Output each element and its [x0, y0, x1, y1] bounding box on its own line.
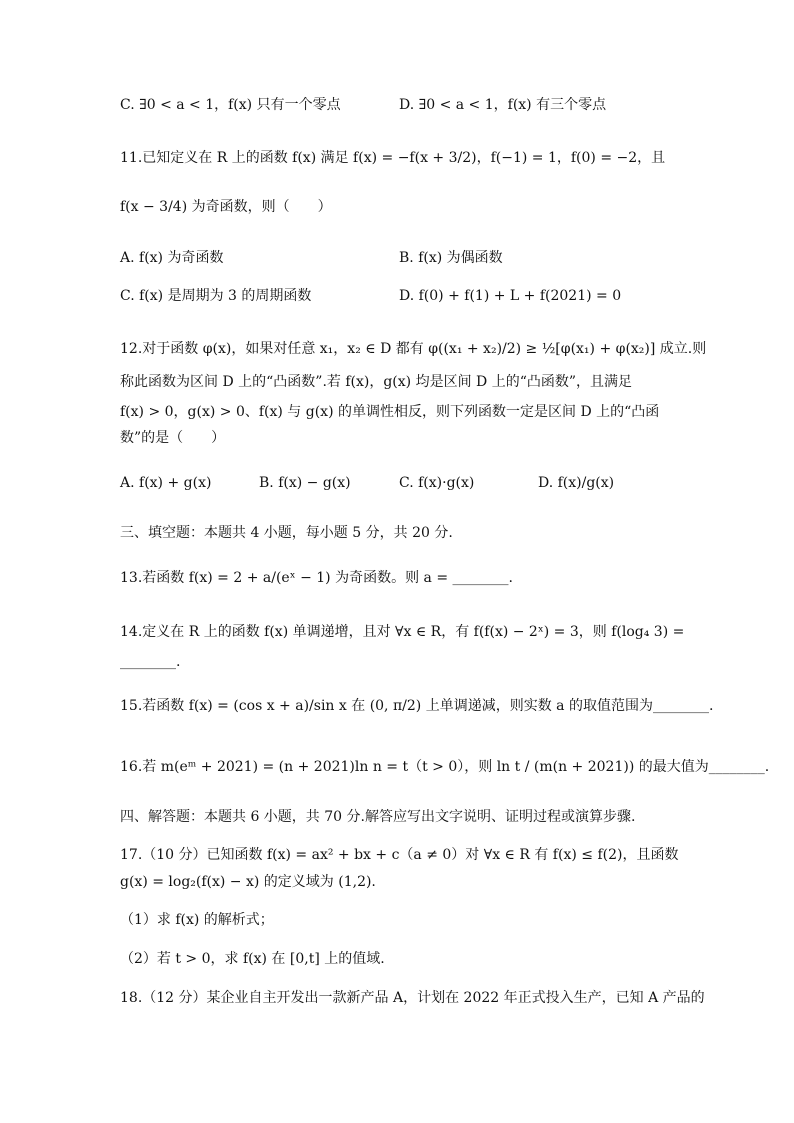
q18-stem: 18.（12 分）某企业自主开发出一款新产品 A，计划在 2022 年正式投入生产，已知 A 产品的: [120, 990, 705, 1006]
q12-stem-line-4: 数”的是（ ）: [120, 430, 226, 446]
q12-stem-line-3: f(x) > 0，g(x) > 0、f(x) 与 g(x) 的单调性相反，则下列函数一定是区间 D 上的“凸函: [120, 404, 660, 420]
q17-stem-line-1: 17.（10 分）已知函数 f(x) = ax² + bx + c（a ≠ 0）对 ∀x ∈ R 有 f(x) ≤ f(2)，且函数: [120, 847, 679, 863]
q10-option-d: D. ∃0 < a < 1，f(x) 有三个零点: [399, 97, 607, 113]
q17-part-2: （2）若 t > 0，求 f(x) 在 [0,t] 上的值域.: [120, 951, 385, 967]
q12-option-c: C. f(x)·g(x): [399, 475, 475, 491]
q11-option-b: B. f(x) 为偶函数: [399, 250, 503, 266]
q11-stem-line-2: f(x − 3/4) 为奇函数，则（ ）: [120, 199, 332, 215]
section-3-heading: 三、填空题：本题共 4 小题，每小题 5 分，共 20 分.: [120, 525, 453, 541]
q10-option-c: C. ∃0 < a < 1，f(x) 只有一个零点: [120, 97, 341, 113]
q15: 15.若函数 f(x) = (cos x + a)/sin x 在 (0, π/2) 上单调递减，则实数 a 的取值范围为________.: [120, 698, 714, 714]
q14-line-1: 14.定义在 R 上的函数 f(x) 单调递增，且对 ∀x ∈ R，有 f(f(x) − 2ˣ) = 3，则 f(log₄ 3) =: [120, 624, 685, 640]
q12-option-b: B. f(x) − g(x): [259, 475, 351, 491]
q14-line-2: ________.: [120, 654, 181, 670]
q12-stem-line-1: 12.对于函数 φ(x)，如果对任意 x₁，x₂ ∈ D 都有 φ((x₁ + x₂)/2) ≥ ½[φ(x₁) + φ(x₂)] 成立.则: [120, 341, 707, 357]
q11-option-d: D. f(0) + f(1) + L + f(2021) = 0: [399, 288, 622, 304]
q11-option-a: A. f(x) 为奇函数: [120, 250, 224, 266]
q12-option-a: A. f(x) + g(x): [120, 475, 212, 491]
section-4-heading: 四、解答题：本题共 6 小题，共 70 分.解答应写出文字说明、证明过程或演算步骤.: [120, 809, 636, 825]
q11-stem-line-1: 11.已知定义在 R 上的函数 f(x) 满足 f(x) = −f(x + 3/2)，f(−1) = 1，f(0) = −2，且: [120, 150, 666, 166]
q12-stem-line-2: 称此函数为区间 D 上的“凸函数”.若 f(x)，g(x) 均是区间 D 上的“凸函数”，且满足: [120, 374, 633, 390]
q16: 16.若 m(eᵐ + 2021) = (n + 2021)ln n = t（t > 0），则 ln t / (m(n + 2021)) 的最大值为________.: [120, 759, 770, 775]
q17-part-1: （1）求 f(x) 的解析式；: [120, 912, 274, 928]
q17-stem-line-2: g(x) = log₂(f(x) − x) 的定义域为 (1,2).: [120, 874, 376, 890]
q11-option-c: C. f(x) 是周期为 3 的周期函数: [120, 288, 312, 304]
q12-option-d: D. f(x)/g(x): [538, 475, 615, 491]
q13: 13.若函数 f(x) = 2 + a/(eˣ − 1) 为奇函数。则 a = ________.: [120, 570, 513, 586]
